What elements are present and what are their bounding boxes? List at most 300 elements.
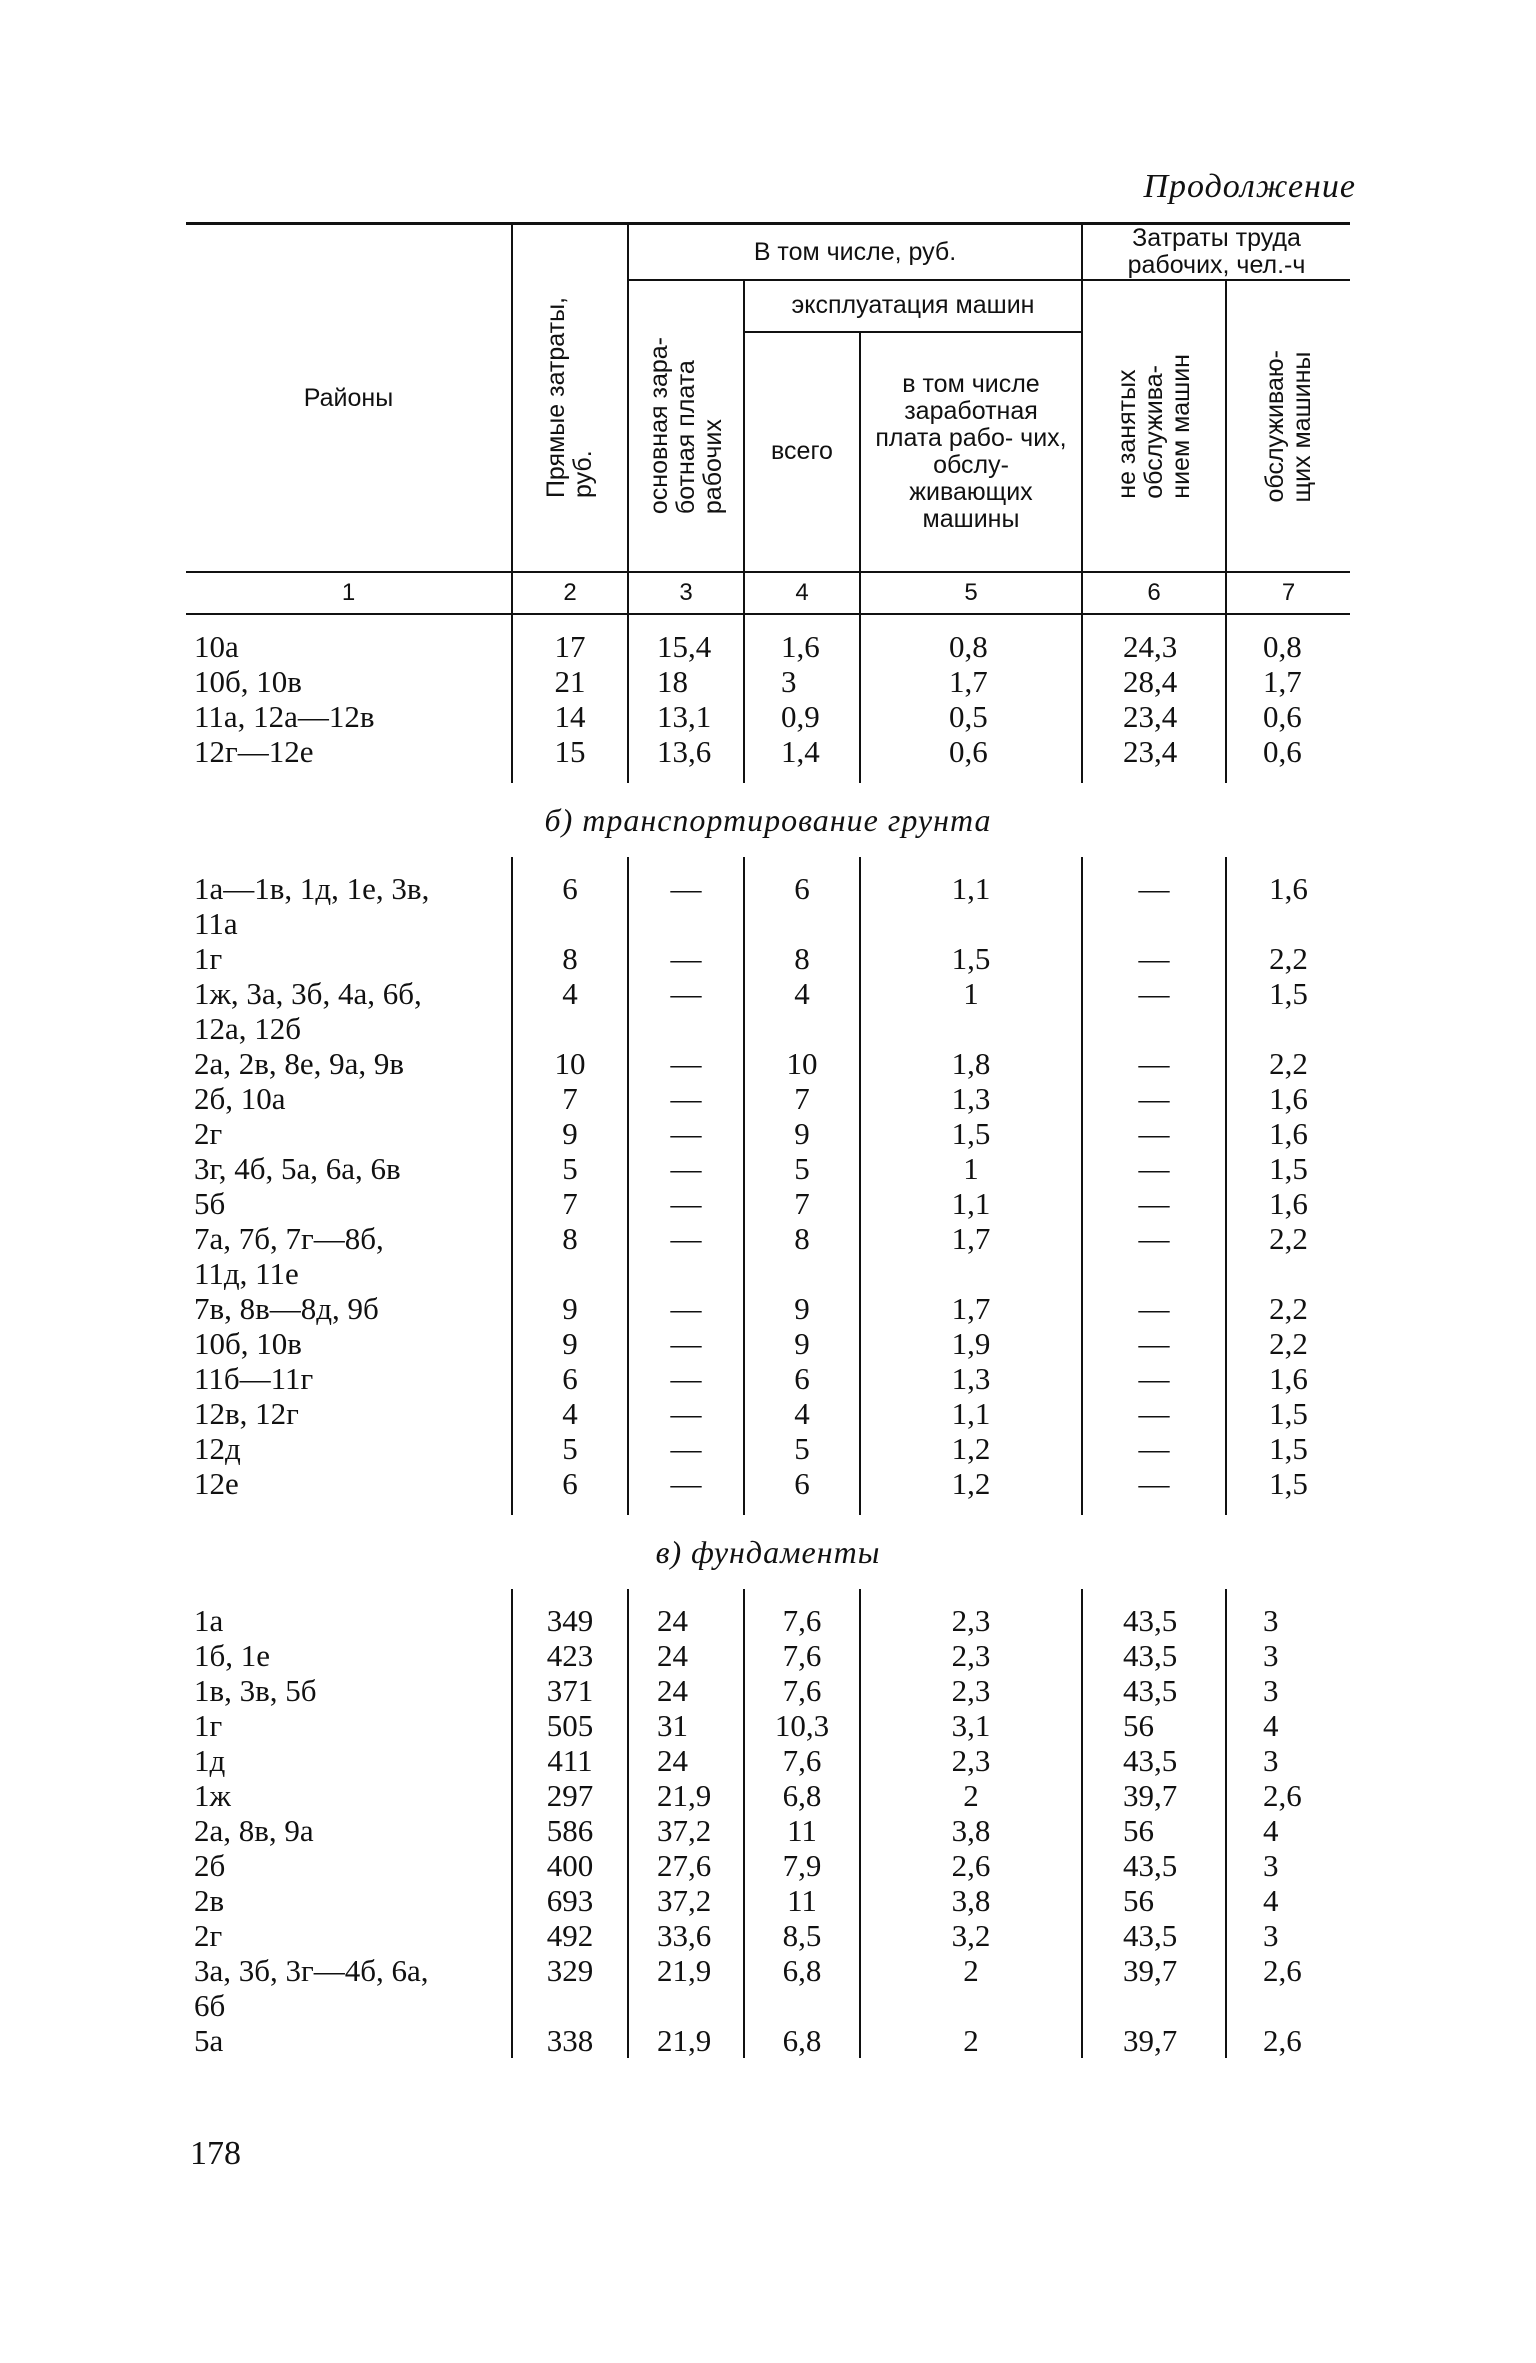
region-cell: 1а <box>194 1603 224 1638</box>
labor-not-machine-cell: — <box>1082 1221 1226 1256</box>
machine-total-cell: 10,3 <box>744 1708 860 1743</box>
machine-wage-cell: 1 <box>860 976 1082 1011</box>
region-cell: 11д, 11е <box>194 1256 299 1291</box>
base-wage-cell: 24 <box>628 1673 744 1708</box>
direct-costs-cell: 371 <box>512 1673 628 1708</box>
base-wage-cell: 21,9 <box>628 2023 744 2058</box>
machine-total-cell: 6,8 <box>744 2023 860 2058</box>
machine-wage-cell: 2,3 <box>860 1743 1082 1778</box>
labor-not-machine-cell: 28,4 <box>1082 664 1226 699</box>
machine-wage-cell: 1,7 <box>860 1291 1082 1326</box>
machine-total-cell <box>744 906 860 941</box>
table-row <box>186 1466 1350 1501</box>
base-wage-cell <box>628 1256 744 1291</box>
labor-machine-cell: 1,5 <box>1226 1151 1350 1186</box>
labor-machine-cell: 1,5 <box>1226 1396 1350 1431</box>
direct-costs-cell: 15 <box>512 734 628 769</box>
base-wage-cell: 37,2 <box>628 1883 744 1918</box>
labor-not-machine-cell <box>1082 1256 1226 1291</box>
labor-not-machine-cell: 43,5 <box>1082 1673 1226 1708</box>
region-cell: 1а—1в, 1д, 1е, 3в, <box>194 871 430 906</box>
labor-machine-cell: 1,6 <box>1226 1186 1350 1221</box>
labor-not-machine-cell: 39,7 <box>1082 1778 1226 1813</box>
labor-machine-cell: 0,6 <box>1226 734 1350 769</box>
col-number: 2 <box>512 572 628 614</box>
region-cell: 2а, 2в, 8е, 9а, 9в <box>194 1046 405 1081</box>
table-row <box>186 1988 1350 2023</box>
machine-total-cell: 9 <box>744 1326 860 1361</box>
machine-total-cell <box>744 1988 860 2023</box>
labor-machine-cell: 4 <box>1226 1813 1350 1848</box>
section-a <box>186 629 1350 769</box>
labor-machine-cell: 2,2 <box>1226 1326 1350 1361</box>
table-row <box>186 1638 1350 1673</box>
section-b <box>186 871 1350 1501</box>
table-row <box>186 1778 1350 1813</box>
labor-machine-cell: 1,6 <box>1226 871 1350 906</box>
machine-wage-cell: 1,1 <box>860 1396 1082 1431</box>
direct-costs-cell: 7 <box>512 1186 628 1221</box>
machine-wage-cell: 1,9 <box>860 1326 1082 1361</box>
machine-total-cell: 8,5 <box>744 1918 860 1953</box>
region-cell: 1г <box>194 1708 223 1743</box>
base-wage-cell: — <box>628 1221 744 1256</box>
labor-not-machine-cell: — <box>1082 1116 1226 1151</box>
col-number: 1 <box>186 572 512 614</box>
header-not-machine: не занятых обслужива- нием машин <box>1082 280 1226 572</box>
section-b-title: б) транспортирование грунта <box>544 801 992 838</box>
labor-not-machine-cell: 24,3 <box>1082 629 1226 664</box>
labor-machine-cell: 4 <box>1226 1708 1350 1743</box>
header-total: всего <box>744 332 860 572</box>
table-row <box>186 664 1350 699</box>
base-wage-cell: 15,4 <box>628 629 744 664</box>
continuation-label: Продолжение <box>1143 168 1356 205</box>
labor-machine-cell: 0,6 <box>1226 699 1350 734</box>
table-row <box>186 1326 1350 1361</box>
machine-total-cell: 6 <box>744 871 860 906</box>
header-base-wage: основная зара- ботная плата рабочих <box>628 280 744 572</box>
region-cell: 2г <box>194 1116 223 1151</box>
base-wage-cell: 33,6 <box>628 1918 744 1953</box>
labor-machine-cell: 1,6 <box>1226 1361 1350 1396</box>
labor-machine-cell: 2,2 <box>1226 1046 1350 1081</box>
region-cell: 5а <box>194 2023 224 2058</box>
region-cell: 12д <box>194 1431 241 1466</box>
labor-not-machine-cell: — <box>1082 1151 1226 1186</box>
machine-total-cell: 1,6 <box>744 629 860 664</box>
region-cell: 1ж, 3а, 3б, 4а, 6б, <box>194 976 422 1011</box>
table-row <box>186 1673 1350 1708</box>
region-cell: 12а, 12б <box>194 1011 302 1046</box>
table-row <box>186 1151 1350 1186</box>
region-cell: 10а <box>194 629 239 664</box>
base-wage-cell: — <box>628 1046 744 1081</box>
labor-machine-cell: 4 <box>1226 1883 1350 1918</box>
labor-not-machine-cell: 56 <box>1082 1883 1226 1918</box>
labor-machine-cell <box>1226 1988 1350 2023</box>
region-cell: 1б, 1е <box>194 1638 271 1673</box>
machine-total-cell: 1,4 <box>744 734 860 769</box>
base-wage-cell: — <box>628 1151 744 1186</box>
table-row <box>186 1743 1350 1778</box>
page-number: 178 <box>190 2135 241 2172</box>
table-row <box>186 1361 1350 1396</box>
base-wage-cell: 24 <box>628 1743 744 1778</box>
machine-wage-cell <box>860 1256 1082 1291</box>
machine-total-cell: 7,6 <box>744 1638 860 1673</box>
labor-not-machine-cell: — <box>1082 1291 1226 1326</box>
labor-machine-cell: 1,5 <box>1226 976 1350 1011</box>
machine-total-cell: 7 <box>744 1081 860 1116</box>
costs-table <box>186 222 1350 2058</box>
direct-costs-cell: 17 <box>512 629 628 664</box>
labor-machine-cell: 3 <box>1226 1638 1350 1673</box>
machine-wage-cell <box>860 1988 1082 2023</box>
base-wage-cell: 31 <box>628 1708 744 1743</box>
labor-not-machine-cell: — <box>1082 941 1226 976</box>
machine-total-cell: 4 <box>744 976 860 1011</box>
labor-not-machine-cell: — <box>1082 1326 1226 1361</box>
base-wage-cell: 21,9 <box>628 1953 744 1988</box>
header-machine-staff: обслуживаю- щих машины <box>1226 280 1350 572</box>
labor-not-machine-cell: 43,5 <box>1082 1638 1226 1673</box>
direct-costs-cell <box>512 906 628 941</box>
machine-wage-cell: 1,1 <box>860 871 1082 906</box>
labor-not-machine-cell: — <box>1082 1396 1226 1431</box>
direct-costs-cell: 4 <box>512 976 628 1011</box>
labor-not-machine-cell: 56 <box>1082 1708 1226 1743</box>
base-wage-cell: — <box>628 1466 744 1501</box>
machine-wage-cell: 2,3 <box>860 1638 1082 1673</box>
base-wage-cell: 24 <box>628 1603 744 1638</box>
direct-costs-cell <box>512 1011 628 1046</box>
base-wage-cell <box>628 1988 744 2023</box>
machine-total-cell: 5 <box>744 1431 860 1466</box>
machine-total-cell: 11 <box>744 1813 860 1848</box>
machine-wage-cell: 1,2 <box>860 1431 1082 1466</box>
labor-not-machine-cell: 23,4 <box>1082 699 1226 734</box>
base-wage-cell: 27,6 <box>628 1848 744 1883</box>
labor-not-machine-cell: — <box>1082 1186 1226 1221</box>
table-row <box>186 906 1350 941</box>
header-incl-wage: в том числе заработная плата рабо- чих, обслу- живающих машины <box>860 332 1082 572</box>
direct-costs-cell: 8 <box>512 941 628 976</box>
table-row <box>186 1116 1350 1151</box>
labor-machine-cell: 3 <box>1226 1918 1350 1953</box>
machine-total-cell: 8 <box>744 1221 860 1256</box>
region-cell: 11а <box>194 906 238 941</box>
machine-wage-cell: 2 <box>860 1778 1082 1813</box>
machine-total-cell: 3 <box>744 664 860 699</box>
machine-total-cell <box>744 1011 860 1046</box>
header-including: В том числе, руб. <box>628 224 1082 281</box>
base-wage-cell: 18 <box>628 664 744 699</box>
direct-costs-cell: 492 <box>512 1918 628 1953</box>
machine-wage-cell: 1,8 <box>860 1046 1082 1081</box>
base-wage-cell: — <box>628 1081 744 1116</box>
labor-machine-cell <box>1226 1011 1350 1046</box>
region-cell: 2б <box>194 1848 226 1883</box>
labor-machine-cell: 2,2 <box>1226 941 1350 976</box>
table-row <box>186 941 1350 976</box>
labor-machine-cell: 3 <box>1226 1603 1350 1638</box>
region-cell: 7а, 7б, 7г—8б, <box>194 1221 384 1256</box>
table-row <box>186 629 1350 664</box>
region-cell: 1ж <box>194 1778 231 1813</box>
labor-not-machine-cell <box>1082 1988 1226 2023</box>
column-numbers-row <box>186 572 1350 614</box>
base-wage-cell: — <box>628 1361 744 1396</box>
section-c-title: в) фундаменты <box>655 1533 881 1570</box>
labor-not-machine-cell: 43,5 <box>1082 1848 1226 1883</box>
table-row <box>186 1256 1350 1291</box>
machine-wage-cell: 1,3 <box>860 1361 1082 1396</box>
machine-wage-cell: 2,3 <box>860 1673 1082 1708</box>
labor-machine-cell: 2,6 <box>1226 1778 1350 1813</box>
direct-costs-cell: 693 <box>512 1883 628 1918</box>
col-number: 7 <box>1226 572 1350 614</box>
col-number: 5 <box>860 572 1082 614</box>
table-row <box>186 1708 1350 1743</box>
header-labor: Затраты труда рабочих, чел.-ч <box>1082 224 1350 281</box>
region-cell: 3а, 3б, 3г—4б, 6а, <box>194 1953 429 1988</box>
machine-wage-cell: 0,8 <box>860 629 1082 664</box>
region-cell: 10б, 10в <box>194 1326 302 1361</box>
table-row <box>186 1011 1350 1046</box>
table-row <box>186 699 1350 734</box>
labor-not-machine-cell <box>1082 1011 1226 1046</box>
direct-costs-cell: 6 <box>512 1466 628 1501</box>
base-wage-cell: — <box>628 1326 744 1361</box>
machine-wage-cell: 1,7 <box>860 664 1082 699</box>
machine-wage-cell: 1,7 <box>860 1221 1082 1256</box>
machine-total-cell: 6,8 <box>744 1778 860 1813</box>
base-wage-cell: — <box>628 871 744 906</box>
machine-wage-cell: 3,8 <box>860 1883 1082 1918</box>
region-cell: 12е <box>194 1466 239 1501</box>
labor-machine-cell: 3 <box>1226 1848 1350 1883</box>
region-cell: 1г <box>194 941 223 976</box>
table-row <box>186 1918 1350 1953</box>
region-cell: 2а, 8в, 9а <box>194 1813 314 1848</box>
machine-total-cell: 0,9 <box>744 699 860 734</box>
direct-costs-cell: 400 <box>512 1848 628 1883</box>
machine-wage-cell: 1,2 <box>860 1466 1082 1501</box>
labor-machine-cell <box>1226 1256 1350 1291</box>
direct-costs-cell: 423 <box>512 1638 628 1673</box>
machine-wage-cell: 2 <box>860 2023 1082 2058</box>
direct-costs-cell: 505 <box>512 1708 628 1743</box>
direct-costs-cell: 6 <box>512 871 628 906</box>
labor-machine-cell <box>1226 906 1350 941</box>
region-cell: 11б—11г <box>194 1361 314 1396</box>
base-wage-cell: 13,1 <box>628 699 744 734</box>
base-wage-cell: — <box>628 1396 744 1431</box>
table-row <box>186 1221 1350 1256</box>
machine-wage-cell: 0,6 <box>860 734 1082 769</box>
labor-not-machine-cell: 43,5 <box>1082 1743 1226 1778</box>
direct-costs-cell: 7 <box>512 1081 628 1116</box>
labor-not-machine-cell: 43,5 <box>1082 1918 1226 1953</box>
table-row <box>186 1431 1350 1466</box>
machine-total-cell: 5 <box>744 1151 860 1186</box>
labor-not-machine-cell: 56 <box>1082 1813 1226 1848</box>
table-row <box>186 1081 1350 1116</box>
machine-total-cell: 8 <box>744 941 860 976</box>
direct-costs-cell: 21 <box>512 664 628 699</box>
labor-not-machine-cell <box>1082 906 1226 941</box>
table-row <box>186 1848 1350 1883</box>
header-machine-operation: эксплуатация машин <box>744 280 1082 332</box>
machine-total-cell: 9 <box>744 1116 860 1151</box>
direct-costs-cell: 349 <box>512 1603 628 1638</box>
machine-wage-cell: 2,3 <box>860 1603 1082 1638</box>
labor-not-machine-cell: — <box>1082 871 1226 906</box>
machine-wage-cell: 2 <box>860 1953 1082 1988</box>
table-row <box>186 1046 1350 1081</box>
machine-wage-cell: 3,1 <box>860 1708 1082 1743</box>
labor-machine-cell: 1,6 <box>1226 1116 1350 1151</box>
header-regions: Районы <box>186 224 512 573</box>
labor-machine-cell: 3 <box>1226 1743 1350 1778</box>
base-wage-cell: — <box>628 941 744 976</box>
machine-total-cell: 6 <box>744 1361 860 1396</box>
base-wage-cell: 24 <box>628 1638 744 1673</box>
direct-costs-cell: 5 <box>512 1431 628 1466</box>
region-cell: 1д <box>194 1743 226 1778</box>
machine-wage-cell: 3,8 <box>860 1813 1082 1848</box>
direct-costs-cell: 329 <box>512 1953 628 1988</box>
col-number: 3 <box>628 572 744 614</box>
region-cell: 7в, 8в—8д, 9б <box>194 1291 379 1326</box>
labor-machine-cell: 1,6 <box>1226 1081 1350 1116</box>
base-wage-cell: — <box>628 1291 744 1326</box>
table-row <box>186 1883 1350 1918</box>
labor-not-machine-cell: 39,7 <box>1082 2023 1226 2058</box>
labor-not-machine-cell: — <box>1082 976 1226 1011</box>
header-direct-costs: Прямые затраты, руб. <box>512 224 628 573</box>
labor-machine-cell: 2,2 <box>1226 1221 1350 1256</box>
table-row <box>186 1396 1350 1431</box>
direct-costs-cell <box>512 1988 628 2023</box>
region-cell: 10б, 10в <box>194 664 302 699</box>
base-wage-cell: 37,2 <box>628 1813 744 1848</box>
machine-wage-cell: 2,6 <box>860 1848 1082 1883</box>
direct-costs-cell: 10 <box>512 1046 628 1081</box>
base-wage-cell: — <box>628 1431 744 1466</box>
machine-total-cell: 7,6 <box>744 1603 860 1638</box>
region-cell: 6б <box>194 1988 226 2023</box>
region-cell: 2в <box>194 1883 225 1918</box>
table-row <box>186 871 1350 906</box>
base-wage-cell: 21,9 <box>628 1778 744 1813</box>
labor-machine-cell: 3 <box>1226 1673 1350 1708</box>
table-row <box>186 734 1350 769</box>
direct-costs-cell: 586 <box>512 1813 628 1848</box>
machine-total-cell: 11 <box>744 1883 860 1918</box>
table-row <box>186 1186 1350 1221</box>
col-number: 4 <box>744 572 860 614</box>
direct-costs-cell <box>512 1256 628 1291</box>
direct-costs-cell: 8 <box>512 1221 628 1256</box>
direct-costs-cell: 338 <box>512 2023 628 2058</box>
machine-total-cell: 4 <box>744 1396 860 1431</box>
region-cell: 2г <box>194 1918 223 1953</box>
machine-wage-cell: 3,2 <box>860 1918 1082 1953</box>
machine-wage-cell <box>860 1011 1082 1046</box>
direct-costs-cell: 411 <box>512 1743 628 1778</box>
machine-total-cell: 7,6 <box>744 1743 860 1778</box>
labor-machine-cell: 1,5 <box>1226 1431 1350 1466</box>
labor-not-machine-cell: 43,5 <box>1082 1603 1226 1638</box>
machine-wage-cell: 1,1 <box>860 1186 1082 1221</box>
col-number: 6 <box>1082 572 1226 614</box>
labor-machine-cell: 2,2 <box>1226 1291 1350 1326</box>
direct-costs-cell: 9 <box>512 1326 628 1361</box>
region-cell: 12в, 12г <box>194 1396 299 1431</box>
region-cell: 2б, 10а <box>194 1081 286 1116</box>
direct-costs-cell: 6 <box>512 1361 628 1396</box>
table-row <box>186 1291 1350 1326</box>
table-row <box>186 976 1350 1011</box>
labor-not-machine-cell: — <box>1082 1361 1226 1396</box>
table-row <box>186 1953 1350 1988</box>
table-row <box>186 2023 1350 2058</box>
machine-wage-cell: 1 <box>860 1151 1082 1186</box>
base-wage-cell <box>628 1011 744 1046</box>
direct-costs-cell: 5 <box>512 1151 628 1186</box>
base-wage-cell: 13,6 <box>628 734 744 769</box>
machine-total-cell: 10 <box>744 1046 860 1081</box>
labor-machine-cell: 2,6 <box>1226 2023 1350 2058</box>
region-cell: 5б <box>194 1186 226 1221</box>
machine-wage-cell: 1,5 <box>860 941 1082 976</box>
table-row <box>186 1813 1350 1848</box>
machine-wage-cell: 1,5 <box>860 1116 1082 1151</box>
direct-costs-cell: 9 <box>512 1116 628 1151</box>
region-cell: 11а, 12а—12в <box>194 699 375 734</box>
machine-total-cell: 9 <box>744 1291 860 1326</box>
machine-wage-cell: 0,5 <box>860 699 1082 734</box>
labor-not-machine-cell: — <box>1082 1046 1226 1081</box>
direct-costs-cell: 297 <box>512 1778 628 1813</box>
base-wage-cell: — <box>628 1186 744 1221</box>
labor-machine-cell: 2,6 <box>1226 1953 1350 1988</box>
machine-total-cell: 7 <box>744 1186 860 1221</box>
machine-total-cell: 7,6 <box>744 1673 860 1708</box>
machine-wage-cell: 1,3 <box>860 1081 1082 1116</box>
labor-not-machine-cell: 23,4 <box>1082 734 1226 769</box>
labor-not-machine-cell: — <box>1082 1431 1226 1466</box>
labor-not-machine-cell: — <box>1082 1466 1226 1501</box>
machine-total-cell: 7,9 <box>744 1848 860 1883</box>
table-row <box>186 1603 1350 1638</box>
base-wage-cell: — <box>628 976 744 1011</box>
labor-not-machine-cell: — <box>1082 1081 1226 1116</box>
direct-costs-cell: 4 <box>512 1396 628 1431</box>
machine-total-cell: 6 <box>744 1466 860 1501</box>
labor-not-machine-cell: 39,7 <box>1082 1953 1226 1988</box>
region-cell: 3г, 4б, 5а, 6а, 6в <box>194 1151 401 1186</box>
region-cell: 12г—12е <box>194 734 314 769</box>
region-cell: 1в, 3в, 5б <box>194 1673 317 1708</box>
section-c <box>186 1603 1350 2058</box>
machine-total-cell: 6,8 <box>744 1953 860 1988</box>
labor-machine-cell: 1,7 <box>1226 664 1350 699</box>
base-wage-cell: — <box>628 1116 744 1151</box>
direct-costs-cell: 14 <box>512 699 628 734</box>
